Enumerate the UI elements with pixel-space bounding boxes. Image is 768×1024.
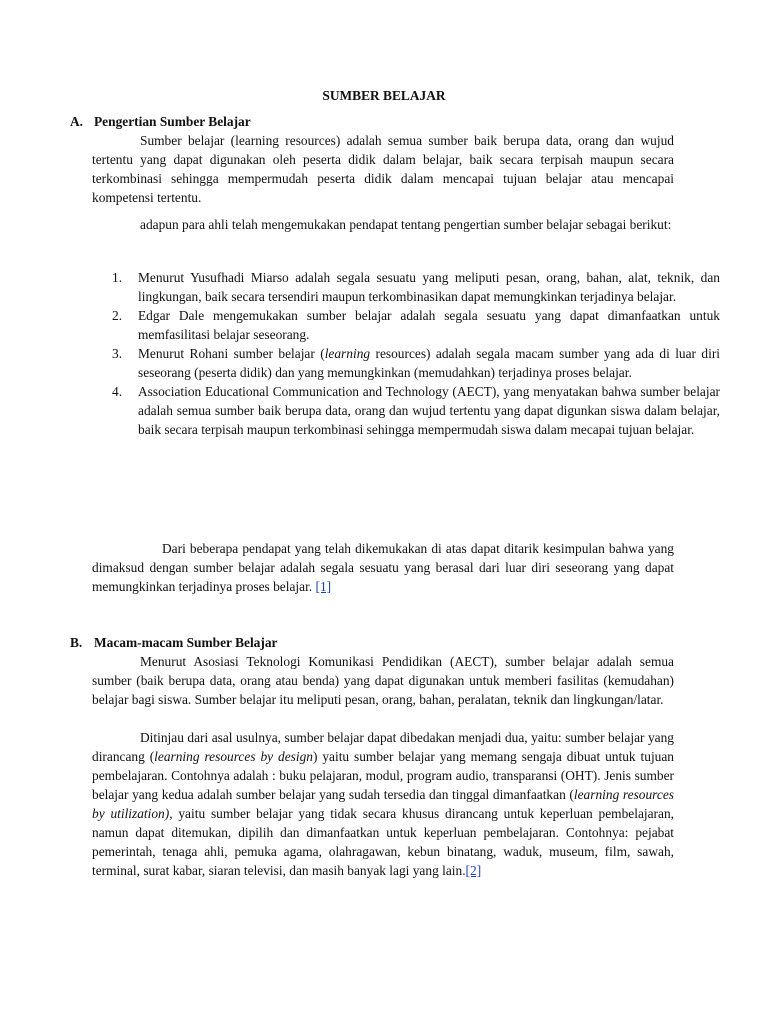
page-title: SUMBER BELAJAR [322,88,446,103]
conclusion-paragraph [92,539,674,596]
list-item-text-pre: Menurut Rohani sumber belajar ( [138,346,325,361]
section-b-para1: Menurut Asosiasi Teknologi Komunikasi Pendidikan (AECT), sumber belajar adalah semua sumber (baik berupa data, orang atau benda) yang dapat digunakan untuk memberi fasilitas (kemudahan) belajar bagi siswa. Sumber belajar itu meliputi pesan, orang, bahan, peralatan, teknik dan lingkungan/latar. [92,654,674,707]
definitions-list [92,268,720,439]
list-item-number: 4. [112,384,123,399]
section-a-para1-block [92,131,674,207]
list-item-text: Association Educational Communication and Technology (AECT), yang menyatakan bahwa sumber belajar adalah semua sumber baik berupa data, orang dan wujud tertentu yang dapat digunkan siswa dalam belajar, baik secara terpisah maupun terkombinasi sehingga mempermudah siswa dalam mecapai tujuan belajar. [138,384,720,437]
section-a-letter: A. [70,114,84,129]
list-item-text: Edgar Dale mengemukakan sumber belajar adalah segala sesuatu yang dapat dimanfaatkan untuk memfasilitasi belajar seseorang. [138,308,720,342]
section-b-heading [70,633,277,652]
section-b-para2-a: Ditinjau dari asal usulnya, sumber belajar dapat dibedakan menjadi dua, yaitu: sumber belajar yang dirancang ( [92,730,674,764]
list-item-text-post: resources) adalah segala macam sumber yang ada di luar diri seseorang (peserta didik) dan yang memungkinkan (memudahkan) terjadinya proses belajar. [138,346,721,380]
section-b-para2-italic-1: learning resources by design [154,749,313,764]
section-b-para2-italic-2: learning resources by utilization), [92,787,674,821]
list-item [112,344,721,382]
list-item [112,306,720,344]
list-item [112,268,720,306]
section-a-heading [70,112,251,131]
list-item-text: Menurut Yusufhadi Miarso adalah segala sesuatu yang meliputi pesan, orang, bahan, alat, teknik, dan lingkungan, baik secara tersendiri maupun terkombinasikan dapat memungkinkan terjadinya belajar. [138,270,720,304]
section-b-para2-c: yaitu sumber belajar yang tidak secara khusus dirancang untuk keperluan pembelajaran, namun dapat ditemukan, dipilih dan dimanfaatkan untuk keperluan pembelajaran. Contohnya: pejabat pemerintah, tenaga ahli, pemuka agama, olahragawan, kebun binatang, waduk, museum, film, sawah, terminal, surat kabar, siaran televisi, dan masih banyak lagi yang lain. [92,806,674,878]
conclusion-block [92,539,674,596]
section-b-para2 [92,728,674,880]
section-a-title: Pengertian Sumber Belajar [94,114,251,129]
section-a-para2-block [92,215,674,234]
conclusion-text: Dari beberapa pendapat yang telah dikemukakan di atas dapat ditarik kesimpulan bahwa yang dimaksud dengan sumber belajar adalah segala sesuatu yang berasal dari luar diri seseorang yang dapat memungkinkan terjadinya proses belajar. [92,541,674,594]
section-b-title: Macam-macam Sumber Belajar [94,635,278,650]
list-item [112,382,720,439]
section-a-para2: adapun para ahli telah mengemukakan pendapat tentang pengertian sumber belajar sebagai berikut: [140,217,672,232]
list-item-number: 1. [112,270,123,285]
section-b-para2-b: ) yaitu sumber belajar yang memang sengaja dibuat untuk tujuan pembelajaran. Contohnya adalah : buku pelajaran, modul, program audio, transparansi (OHT). Jenis sumber belajar yang kedua adalah sumber belajar yang sudah tersedia dan tinggal dimanfaatkan ( [92,749,674,802]
list-item-number: 3. [112,346,123,361]
section-b-letter: B. [70,635,83,650]
list-item-text-italic: learning [324,346,371,361]
section-b-para1-block [92,652,674,709]
section-a-para1: Sumber belajar (learning resources) adalah semua sumber baik berupa data, orang dan wujud tertentu yang dapat digunakan oleh peserta didik dalam belajar, baik secara terpisah maupun secara terkombinasi sehingga mempermudah peserta didik dalam mencapai tujuan belajar atau mencapai kompetensi tertentu. [92,133,674,205]
section-b-para2-block [92,728,674,880]
footnote-link-1[interactable]: [1] [315,579,332,594]
list-item-number: 2. [112,308,123,323]
footnote-link-2[interactable]: [2] [465,863,482,878]
